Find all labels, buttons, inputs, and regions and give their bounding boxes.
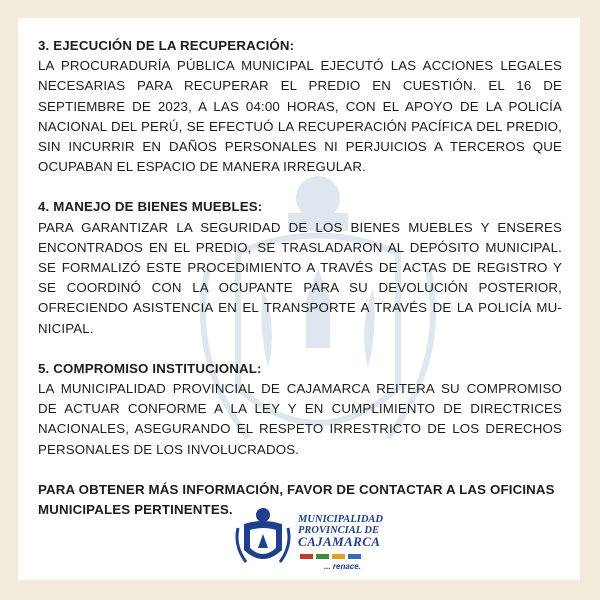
section-compromiso <box>38 359 562 460</box>
logo-slogan: ... renace. <box>324 562 361 571</box>
municipal-shield-icon <box>234 506 292 572</box>
logo-bar-yellow <box>332 554 345 559</box>
section-body: LA MUNICIPALIDAD PROVINCIAL DE CAJAMARCA REITERA SU COMPROMISO DE ACTUAR CONFORME A LA LEY Y EN CUMPLIMIENTO DE DIRECTRICES NACIONALES, ASEGURANDO EL RESPETO IRRESTRICTO DE LOS DERECHOS PERSONALES DE LOS INVOLUCRADOS. <box>38 381 562 457</box>
logo-bar-blue <box>348 554 361 559</box>
logo-line-2: PROVINCIAL DE <box>298 525 380 536</box>
logo-bar-red <box>300 554 313 559</box>
closing-note: PARA OBTENER MÁS INFORMACIÓN, FAVOR DE CONTACTAR A LAS OFICINAS MUNICIPALES PERTINENTES. <box>38 481 555 518</box>
section-body: LA PROCURADURÍA PÚBLICA MUNICIPAL EJECUTÓ LAS ACCIONES LEGALES NECESARIAS PARA RECUPERAR EL PREDIO EN CUESTIÓN. EL 16 DE SEPTIEMBRE DE 2023, A LAS 04:00 HORAS, CON EL APOYO DE LA POLICÍA NACIONAL DEL PERÚ, SE EFECTUÓ LA RECUPERACIÓN PACÍFICA DEL PREDIO, SIN INCURRIR EN DAÑOS PERSONALES NI PERJUICIOS A TERCEROS QUE OCUPABAN EL ESPACIO DE MANERA IRREGULAR. <box>38 58 562 175</box>
section-ejecucion <box>38 36 562 177</box>
logo-line-3: CAJAMARCA <box>298 534 381 549</box>
section-heading: 5. COMPROMISO INSTITUCIONAL: <box>38 360 262 376</box>
section-body: PARA GARANTIZAR LA SEGURIDAD DE LOS BIENES MUEBLES Y ENSERES ENCONTRADOS EN EL PREDIO, SE TRASLADARON AL DEPÓSITO MUNICIPAL. SE FORMALIZÓ ESTE PROCEDIMIENTO A TRAVÉS DE ACTAS DE REGISTRO Y SE COORDINÓ CON LA OCUPANTE PARA SU DEVOLUCIÓN POSTERIOR, OFRECIENDO ASISTENCIA EN EL TRANSPORTE A TRAVÉS DE LA POLICÍA MU-NICIPAL. <box>38 219 562 336</box>
logo-color-bars <box>300 554 361 559</box>
logo-line-1: MUNICIPALIDAD <box>298 514 383 525</box>
section-heading: 3. EJECUCIÓN DE LA RECUPERACIÓN: <box>38 38 295 53</box>
section-bienes-muebles <box>38 197 562 338</box>
logo-wordmark <box>298 514 383 547</box>
municipal-logo <box>234 506 383 578</box>
section-heading: 4. MANEJO DE BIENES MUEBLES: <box>38 199 263 215</box>
document-body <box>38 36 562 520</box>
logo-bar-green <box>316 554 329 559</box>
